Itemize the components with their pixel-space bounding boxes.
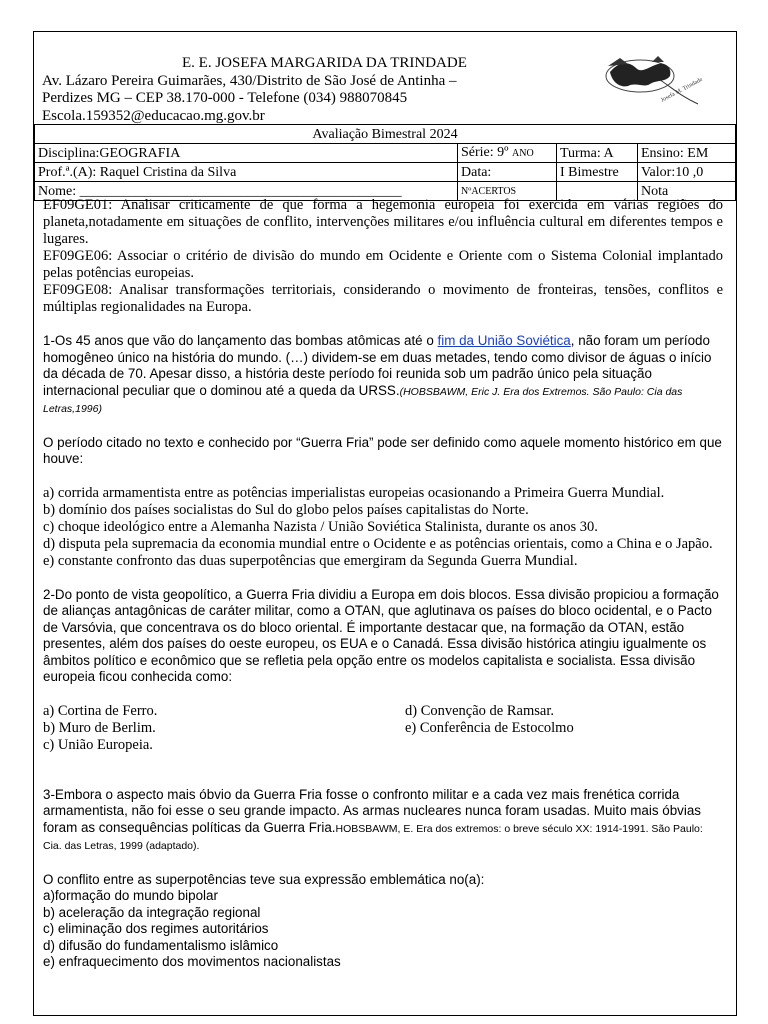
options-right-column [405,703,574,754]
q3-source: HOBSBAWM, E. Era dos extremos: o breve século XX: 1914-1991. São Paulo: Cia. das Letras, 1999 (adaptado). [43,822,703,852]
turma-cell: Turma: A [557,144,638,163]
logo-text: Josefa M. Trindade [660,76,704,104]
serie-cell [458,144,557,163]
discipline-cell: Disciplina:GEOGRAFIA [35,144,458,163]
option-item[interactable]: a) corrida armamentista entre as potências imperialistas europeias ocasionando a Primeira Guerra Mundial. [43,484,665,501]
option-item[interactable]: c) União Europeia. [43,736,153,753]
option-item[interactable]: e) enfraquecimento dos movimentos nacionalistas [43,954,341,969]
option-item[interactable]: b) aceleração da integração regional [43,904,261,920]
valor-cell: Valor:10 ,0 [638,163,736,182]
skill-item: EF09GE06: Associar o critério de divisão do mundo em Ocidente e Oriente com o Sistema Colonial implantado pelas potências europeias. [43,248,723,281]
skill-item: EF09GE01: Analisar criticamente de que forma a hegemonia europeia foi exercida em várias regiões do planeta,notadamente em situações de conflito, intervenções militares e/ou influência cultural em diferentes tempos e lugares. [43,197,723,247]
option-item[interactable]: d) Convenção de Ramsar. [405,702,554,719]
option-item[interactable]: a)formação do mundo bipolar [43,888,218,903]
question-2-text: 2-Do ponto de vista geopolítico, a Guerra Fria dividiu a Europa em dois blocos. Essa divisão propiciou a formação de alianças antagônicas de caráter militar, como a OTAN, que aglutinava os países do bloco ocidental, e o Pacto de Varsóvia, que concentrava os do bloco oriental. É importante destacar que, na formação da OTAN, estão presentes, além dos países do oeste europeu, os EUA e o Canadá. Essa divisão histórica atingiu igualmente os âmbitos político e econômico que se refletia pela opção entre os modelos capitalista e socialista. Essa divisão europeia ficou conhecida como: [43,586,719,684]
school-address-1: Av. Lázaro Pereira Guimarães, 430/Distrito de São José de Antinha – [42,72,457,89]
skill-item: EF09GE08: Analisar transformações territoriais, considerando o movimento de fronteiras, tensões, conflitos e múltiplas regionalidades na Europa. [43,282,723,315]
school-header [42,55,467,125]
option-item[interactable]: e) Conferência de Estocolmo [405,719,574,736]
q1-source: (HOBSBAWM, Eric J. Era dos Extremos. São Paulo: Cia das Letras,1996) [43,385,683,415]
option-item[interactable]: d) difusão do fundamentalismo islâmico [43,937,279,953]
question-1-text [43,333,723,418]
question-2-options [43,703,723,754]
question-1-options [43,485,723,570]
nota-cell[interactable]: Nota [638,182,736,201]
date-cell[interactable]: Data: [458,163,557,182]
acertos-cell[interactable]: NºACERTOS [458,182,557,201]
q1-text-a: 1-Os 45 anos que vão do lançamento das bombas atômicas até o [43,333,438,348]
options-left-column [43,703,405,754]
q1-link[interactable]: fim da União Soviética [437,333,571,348]
exam-info-table [34,124,736,201]
school-logo [600,52,712,112]
question-3-text [43,787,723,855]
question-1-prompt: O período citado no texto e conhecido por “Guerra Fria” pode ser definido como aquele momento histórico em que houve: [43,434,722,466]
option-item[interactable]: a) Cortina de Ferro. [43,702,158,719]
option-item[interactable]: b) Muro de Berlim. [43,719,156,736]
school-email: Escola.159352@educacao.mg.gov.br [42,107,265,124]
question-3-options [43,888,723,971]
serie-label: Série: 9º [461,145,509,160]
school-address-2: Perdizes MG – CEP 38.170-000 - Telefone (034) 988070845 [42,90,408,106]
bimestre-cell: I Bimestre [557,163,638,182]
q1-text-b: , não foram um período homogêneo único na história do mundo. (…) dividem-se em duas metades, tendo como divisor de águas o início da década de 70. Apesar disso, a história deste período foi reunida sob um padrão único pela situação internacional peculiar que o dominou até a queda da URSS. [43,333,712,398]
question-3-prompt: O conflito entre as superpotências teve sua expressão emblemática no(a): [43,871,485,887]
q3-text: 3-Embora o aspecto mais óbvio da Guerra Fria fosse o confronto militar e a cada vez mais frenética corrida armamentista, não foi esse o seu grande impacto. As armas nucleares nunca foram usadas. Muito mais óbvias foram as consequências políticas da Guerra Fria. [43,786,701,835]
professor-cell: Prof.ª.(A): Raquel Cristina da Silva [35,163,458,182]
serie-suffix: ANO [512,148,534,159]
ensino-cell: Ensino: EM [638,144,736,163]
exam-title: Avaliação Bimestral 2024 [35,125,736,144]
option-item[interactable]: c) eliminação dos regimes autoritários [43,921,269,936]
option-item[interactable]: c) choque ideológico entre a Alemanha Nazista / União Soviética Stalinista, durante os anos 30. [43,518,598,535]
school-name: E. E. JOSEFA MARGARIDA DA TRINDADE [182,55,467,71]
option-item[interactable]: d) disputa pela supremacia da economia mundial entre o Ocidente e as potências orientais, como a China e o Japão. [43,535,713,552]
name-field[interactable]: Nome: ______________________________________________ [35,182,458,201]
option-item[interactable]: e) constante confronto das duas superpotências que emergiram da Segunda Guerra Mundial. [43,552,578,569]
option-item[interactable]: b) domínio dos países socialistas do Sul do globo pelos países capitalistas do Norte. [43,501,529,518]
exam-content [43,197,723,971]
